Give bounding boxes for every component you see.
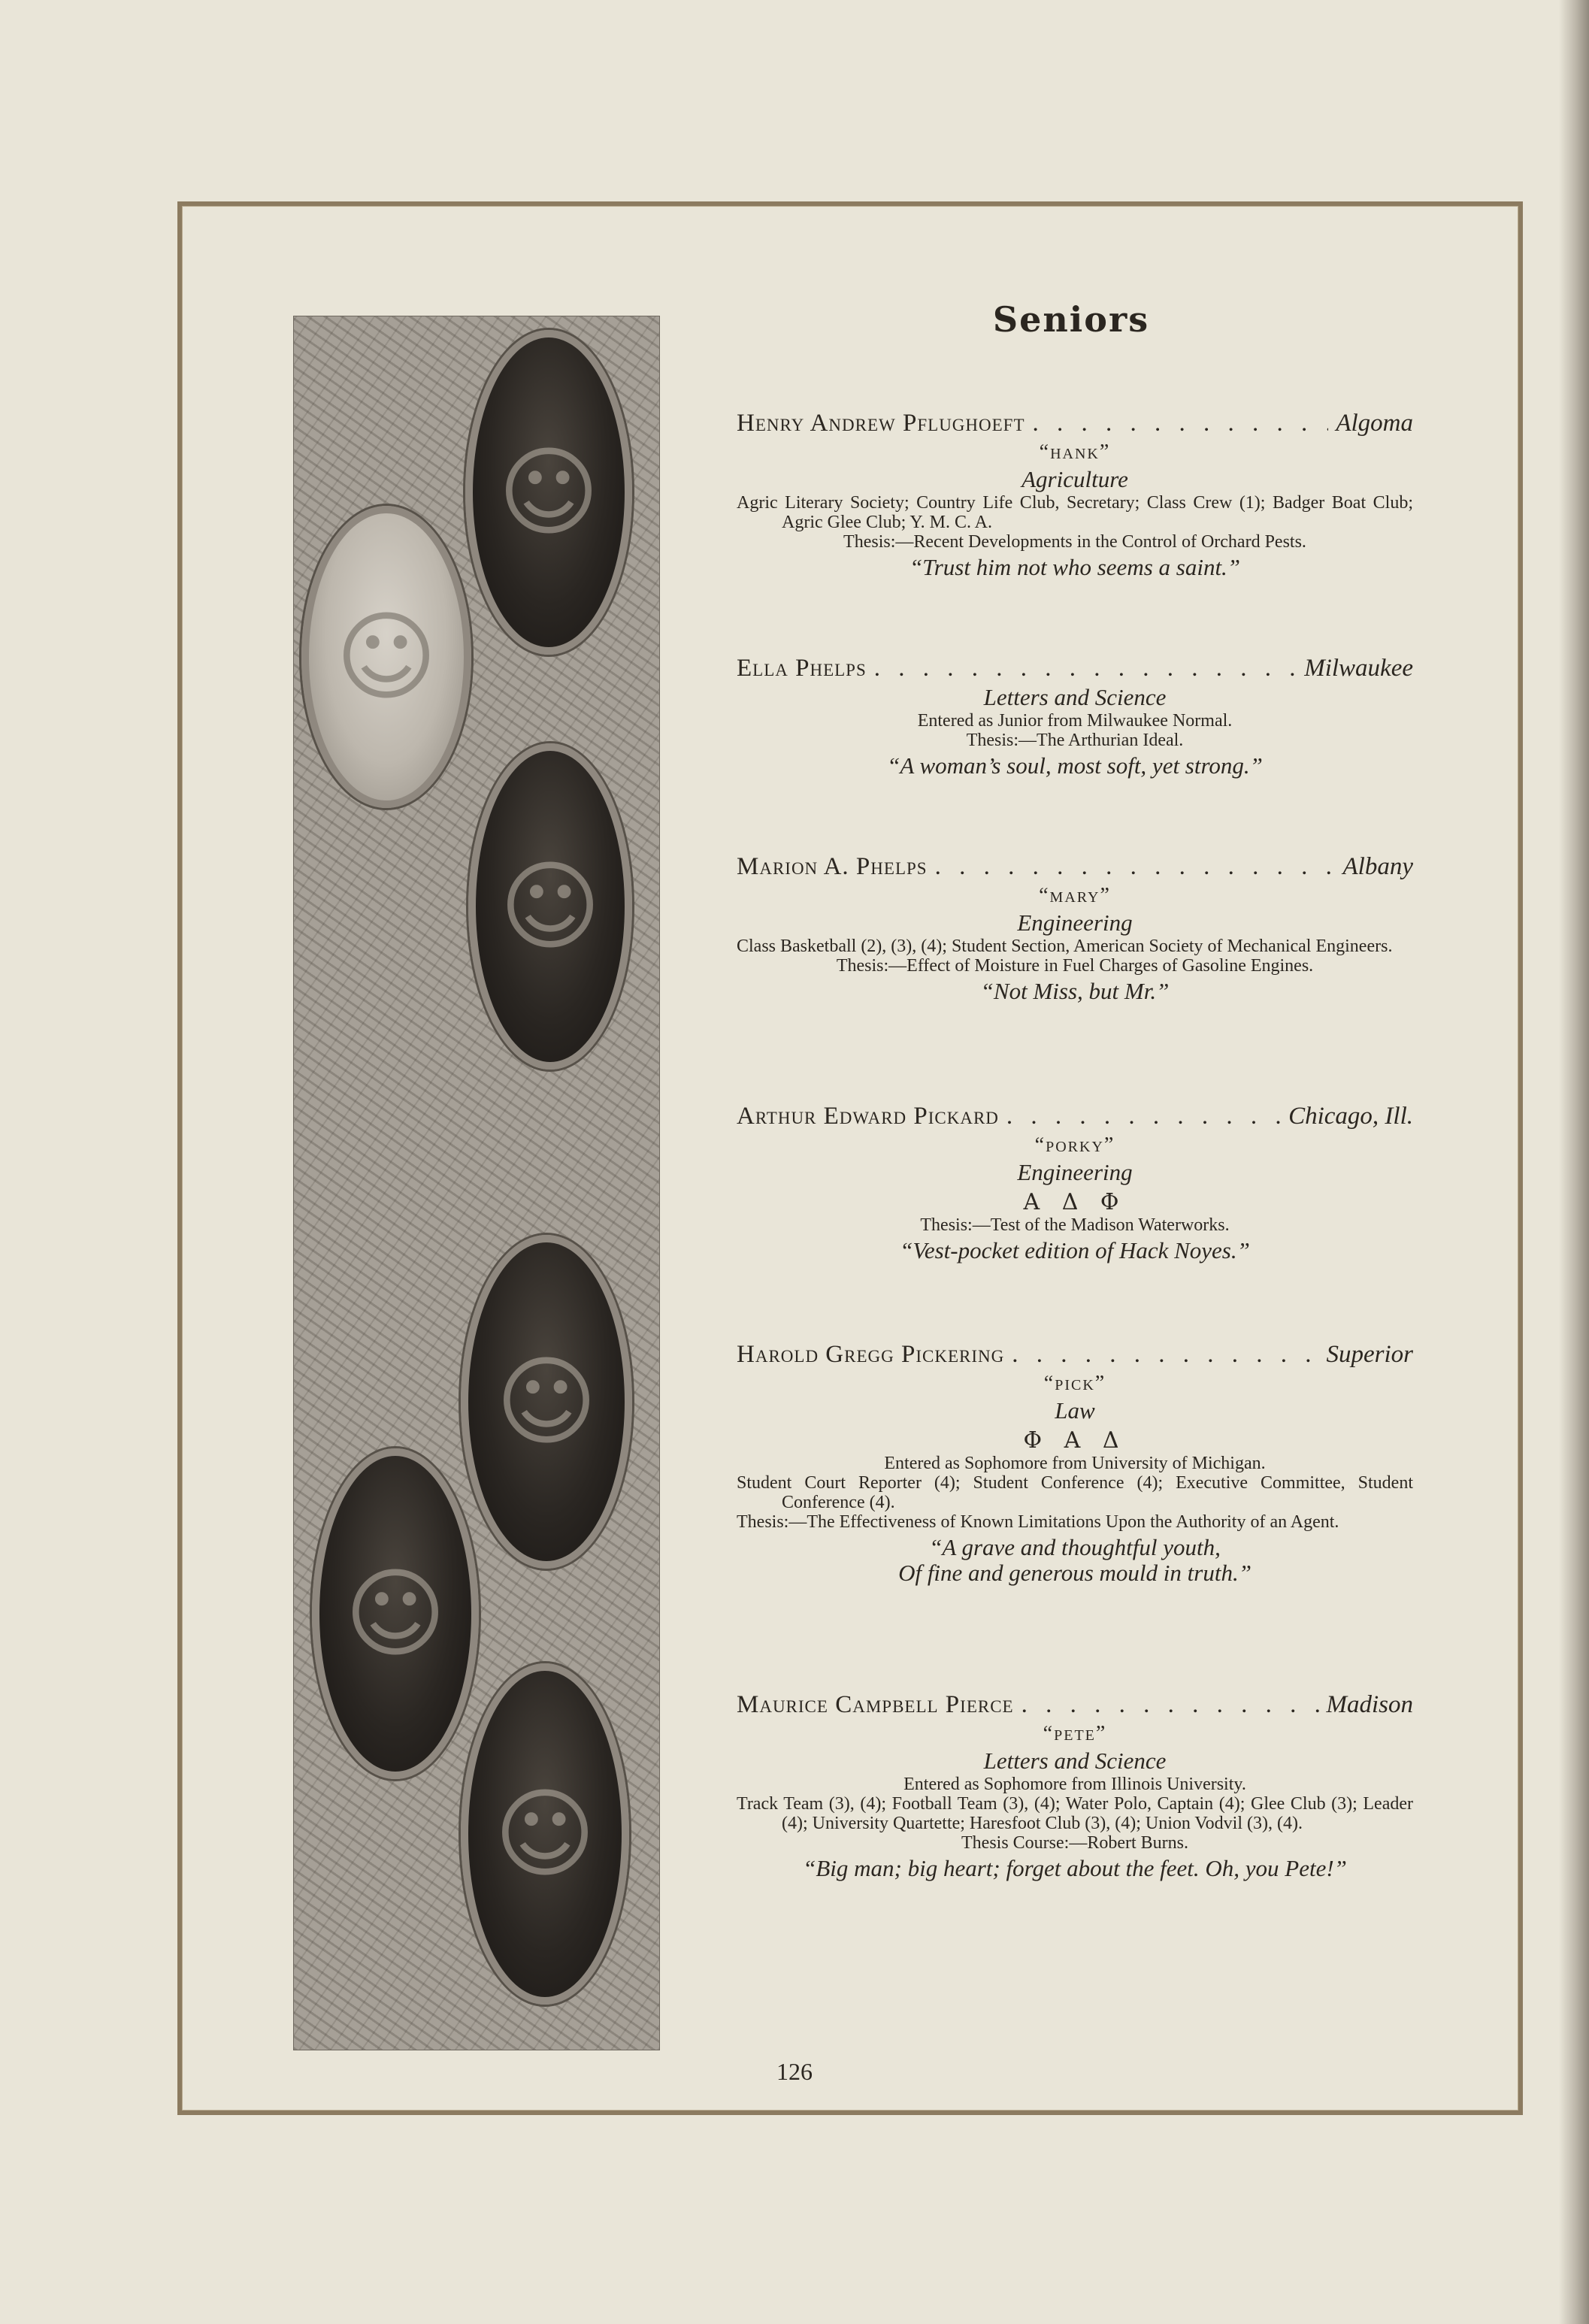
thesis: Thesis Course:—Robert Burns. xyxy=(961,1833,1188,1853)
leader-dots xyxy=(1021,1691,1319,1719)
thesis: Thesis:—The Effectiveness of Known Limitations Upon the Authority of an Agent. xyxy=(737,1512,1339,1532)
portrait-ella-phelps xyxy=(301,506,471,808)
entry-pickard xyxy=(737,1103,1413,1263)
portrait-pickard xyxy=(312,1448,479,1779)
leader-dots xyxy=(1012,1341,1318,1369)
student-name: Ella Phelps xyxy=(737,655,867,682)
student-name: Maurice Campbell Pierce xyxy=(737,1691,1014,1718)
fraternity-letters: Α Δ Φ xyxy=(1023,1189,1127,1215)
name-line xyxy=(737,1103,1413,1130)
course: Agriculture xyxy=(1021,466,1128,492)
activities: Student Court Reporter (4); Student Conference (4); Executive Committee, Student Conference (4). xyxy=(737,1473,1413,1512)
nickname: “porky” xyxy=(1034,1133,1115,1157)
portrait-icon: ☺ xyxy=(495,1345,598,1459)
quote: “A woman’s soul, most soft, yet strong.” xyxy=(887,752,1263,779)
quote: “Not Miss, but Mr.” xyxy=(980,978,1170,1004)
portrait-icon: ☺ xyxy=(335,600,437,714)
activities: Class Basketball (2), (3), (4); Student Section, American Society of Mechanical Engineers. xyxy=(737,937,1393,956)
portrait-pickering xyxy=(461,1235,632,1569)
hometown: Albany xyxy=(1342,853,1413,880)
portrait-pflughoeft xyxy=(465,330,632,655)
student-name: Henry Andrew Pflughoeft xyxy=(737,410,1025,437)
fraternity-letters: Φ Α Δ xyxy=(1023,1427,1127,1454)
entry-marion-phelps xyxy=(737,853,1413,1004)
quote: “Trust him not who seems a saint.” xyxy=(909,554,1241,580)
leader-dots xyxy=(935,853,1336,881)
quote-line-1: “A grave and thoughtful youth, xyxy=(929,1534,1221,1560)
entered-note: Entered as Sophomore from University of Michigan. xyxy=(884,1454,1266,1473)
name-line xyxy=(737,853,1413,881)
portrait-icon: ☺ xyxy=(494,1777,596,1891)
thesis: Thesis:—Test of the Madison Waterworks. xyxy=(920,1215,1230,1235)
student-name: Harold Gregg Pickering xyxy=(737,1341,1005,1368)
hometown: Milwaukee xyxy=(1304,655,1413,682)
student-name: Marion A. Phelps xyxy=(737,853,928,880)
course: Law xyxy=(1055,1397,1095,1424)
entered-note: Entered as Junior from Milwaukee Normal. xyxy=(917,711,1233,731)
quote: “Big man; big heart; forget about the feet. Oh, you Pete!” xyxy=(803,1855,1347,1881)
course: Engineering xyxy=(1017,909,1133,936)
entry-ella-phelps xyxy=(737,655,1413,779)
course: Engineering xyxy=(1017,1159,1133,1185)
student-name: Arthur Edward Pickard xyxy=(737,1103,999,1130)
leader-dots xyxy=(1033,410,1329,437)
nickname: “pick” xyxy=(1043,1372,1106,1395)
entry-pflughoeft xyxy=(737,410,1413,580)
name-line xyxy=(737,410,1413,437)
nickname: “hank” xyxy=(1039,440,1111,464)
course: Letters and Science xyxy=(983,1748,1167,1774)
thesis: Thesis:—The Arthurian Ideal. xyxy=(966,731,1184,750)
hometown: Algoma xyxy=(1336,410,1413,437)
nickname: “pete” xyxy=(1043,1722,1107,1745)
page-number: 126 xyxy=(776,2058,813,2085)
portrait-icon: ☺ xyxy=(499,849,601,964)
quote: “Vest-pocket edition of Hack Noyes.” xyxy=(900,1237,1250,1263)
entry-pierce xyxy=(737,1691,1413,1881)
hometown: Chicago, Ill. xyxy=(1288,1103,1413,1130)
leader-dots xyxy=(874,655,1297,682)
nickname: “mary” xyxy=(1039,884,1111,907)
name-line xyxy=(737,655,1413,682)
thesis: Thesis:—Recent Developments in the Control of Orchard Pests. xyxy=(843,532,1306,552)
name-line xyxy=(737,1341,1413,1369)
entry-pickering xyxy=(737,1341,1413,1586)
portrait-marion-phelps xyxy=(468,743,632,1070)
portrait-icon: ☺ xyxy=(344,1557,446,1671)
thesis: Thesis:—Effect of Moisture in Fuel Charges of Gasoline Engines. xyxy=(836,956,1314,976)
hometown: Madison xyxy=(1326,1691,1413,1718)
name-line xyxy=(737,1691,1413,1719)
quote-line-2: Of fine and generous mould in truth.” xyxy=(898,1560,1252,1586)
entered-note: Entered as Sophomore from Illinois University. xyxy=(903,1775,1246,1794)
leader-dots xyxy=(1006,1103,1281,1130)
book-spine-shadow xyxy=(1559,0,1589,2324)
section-heading: Seniors xyxy=(992,299,1150,340)
hometown: Superior xyxy=(1326,1341,1413,1368)
portrait-pierce xyxy=(461,1663,629,2005)
activities: Track Team (3), (4); Football Team (3), (4); Water Polo, Captain (4); Glee Club (3); Leader (4); University Quartette; Haresfoot Club (3), (4); Union Vodvil (3), (4). xyxy=(737,1794,1413,1833)
portrait-strip xyxy=(293,316,660,2050)
activities: Agric Literary Society; Country Life Club, Secretary; Class Crew (1); Badger Boat Club; Agric Glee Club; Y. M. C. A. xyxy=(737,493,1413,532)
portrait-icon: ☺ xyxy=(498,435,600,549)
course: Letters and Science xyxy=(983,684,1167,710)
